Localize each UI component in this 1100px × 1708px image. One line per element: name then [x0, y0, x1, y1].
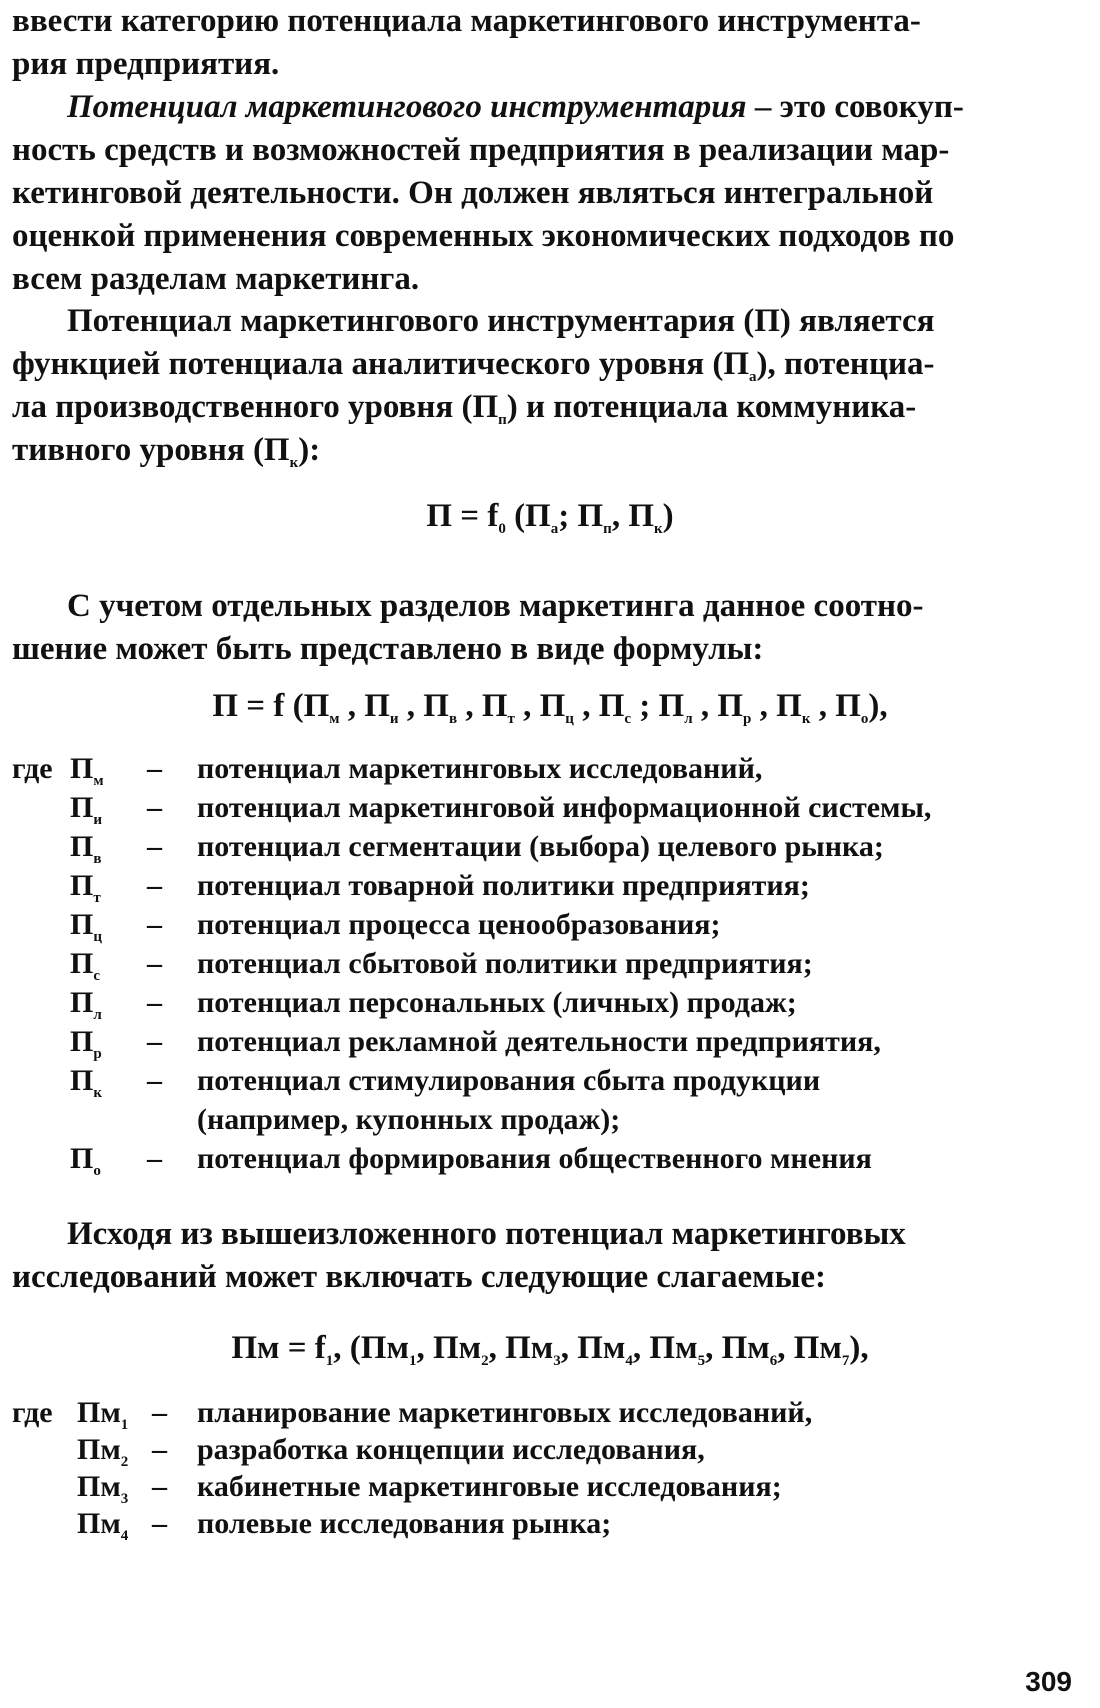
- page-number: 309: [1025, 1666, 1072, 1697]
- symbol-subscript: 1: [120, 1417, 129, 1433]
- formula-separator: ,: [488, 1330, 506, 1366]
- symbol-subscript: р: [93, 1046, 102, 1062]
- definition-row: [12, 908, 1092, 947]
- symbol-base: П: [70, 1142, 94, 1175]
- definition-text: потенциал рекламной деятельности предприятия,: [197, 1025, 881, 1058]
- formula-separator: ,: [416, 1330, 433, 1366]
- symbol-base: П: [70, 986, 94, 1019]
- formula-head: Пм = f: [231, 1330, 326, 1366]
- definition-row: [12, 752, 1092, 791]
- formula-open: , (: [333, 1330, 361, 1366]
- formula-subscript: ц: [565, 711, 574, 727]
- definition-row: [12, 1396, 1092, 1433]
- formula-separator: ,: [514, 688, 540, 724]
- text-line: Исходя из вышеизложенного потенциал маркетинговых: [67, 1216, 906, 1252]
- symbol-subscript: о: [93, 1163, 101, 1179]
- definition-dash: –: [152, 1470, 167, 1503]
- formula-subscript: 2: [481, 1353, 489, 1369]
- formula-sections: [0, 688, 1100, 725]
- symbol-subscript: 4: [120, 1528, 129, 1544]
- text-line: оценкой применения современных экономических подходов по: [12, 218, 955, 254]
- definition-symbol: [70, 1142, 101, 1179]
- symbol-subscript: т: [93, 890, 101, 906]
- definition-row: [12, 986, 1092, 1025]
- formula-term: Пм: [721, 1330, 770, 1366]
- definition-row: [12, 1433, 1092, 1470]
- definition-text: потенциал маркетинговой информационной системы,: [197, 791, 932, 824]
- formula-subscript: 7: [841, 1353, 850, 1369]
- definition-text: потенциал сегментации (выбора) целевого рынка;: [197, 830, 884, 863]
- definition-dash: –: [147, 1142, 162, 1175]
- text-line: С учетом отдельных разделов маркетинга данное соотно-: [67, 588, 924, 624]
- formula-separator: ,: [560, 1330, 578, 1366]
- formula-term: Пм: [505, 1330, 554, 1366]
- formula-subscript: 5: [697, 1353, 706, 1369]
- definition-symbol: [70, 752, 104, 789]
- paragraph-sections: [12, 585, 1072, 671]
- paragraph-intro: [12, 0, 1072, 86]
- formula-subscript: р: [743, 711, 752, 727]
- formula-separator: ,: [692, 688, 718, 724]
- text-line: функцией потенциала аналитического уровня $(П_а)$, потенциа-: [12, 346, 935, 385]
- text-line: ла производственного уровня $(П_п)$ и потенциала коммуника-: [12, 389, 917, 428]
- definition-symbol: [77, 1433, 129, 1470]
- symbol-subscript: к: [93, 1085, 102, 1101]
- text-line: тивного уровня $(П_к)$:: [12, 432, 321, 471]
- definition-text: потенциал стимулирования сбыта продукции: [197, 1064, 821, 1097]
- symbol-subscript: 3: [120, 1491, 129, 1507]
- symbol-base: П: [70, 869, 94, 902]
- symbol-subscript: в: [93, 851, 102, 867]
- symbol-subscript: с: [93, 968, 101, 984]
- symbol-base: П: [70, 1025, 94, 1058]
- symbol-base: Пм: [77, 1507, 121, 1540]
- formula-general: $П = f_0$ ($П_а$; $П_п$, $П_к$): [426, 498, 674, 537]
- symbol-subscript: и: [93, 812, 102, 828]
- definition-dash: –: [152, 1507, 167, 1540]
- definition-text: потенциал сбытовой политики предприятия;: [197, 947, 813, 980]
- formula-tail: ),: [868, 688, 888, 724]
- definition-symbol: [77, 1470, 129, 1507]
- formula-subscript: 1: [325, 1353, 334, 1369]
- definition-list-research: [12, 1396, 1092, 1544]
- definition-row: [12, 947, 1092, 986]
- symbol-base: П: [70, 1064, 94, 1097]
- formula-separator: ,: [777, 1330, 794, 1366]
- definition-row: [12, 830, 1092, 869]
- definition-row: [12, 869, 1092, 908]
- formula-term: Пм: [360, 1330, 409, 1366]
- definition-dash: –: [152, 1396, 167, 1429]
- definition-dash: –: [147, 752, 162, 785]
- defined-term: Потенциал маркетингового инструментария: [67, 89, 747, 125]
- definition-text: (например, купонных продаж);: [197, 1103, 621, 1136]
- formula-separator: ,: [457, 688, 482, 724]
- symbol-base: П: [70, 908, 94, 941]
- definition-text: потенциал товарной политики предприятия;: [197, 869, 810, 902]
- text-line: Потенциал маркетингового инструментария – это совокуп-: [67, 89, 964, 125]
- text-line: исследований может включать следующие слагаемые:: [12, 1259, 827, 1295]
- formula-separator: ,: [573, 688, 599, 724]
- formula-term: П: [423, 688, 449, 724]
- formula-separator: ;: [631, 688, 659, 724]
- definition-symbol: [70, 986, 102, 1023]
- symbol-base: П: [70, 791, 94, 824]
- text-line: рия предприятия.: [12, 46, 280, 82]
- text-line: кетинговой деятельности. Он должен являться интегральной: [12, 175, 934, 211]
- definition-dash: –: [152, 1433, 167, 1466]
- definition-dash: –: [147, 869, 162, 902]
- formula-separator: ,: [339, 688, 365, 724]
- definition-row: [12, 1507, 1092, 1544]
- formula-subscript: о: [860, 711, 869, 727]
- formula-subscript: 6: [769, 1353, 778, 1369]
- formula-tail: ),: [849, 1330, 869, 1366]
- text-line: ность средств и возможностей предприятия в реализации мар-: [12, 132, 950, 168]
- formula-separator: ,: [632, 1330, 650, 1366]
- definition-dash: –: [147, 908, 162, 941]
- formula-term: П: [717, 688, 744, 724]
- definition-prefix: где: [12, 752, 53, 785]
- definition-text: разработка концепции исследования,: [197, 1433, 705, 1466]
- symbol-base: Пм: [77, 1433, 121, 1466]
- symbol-subscript: 2: [120, 1454, 129, 1470]
- definition-dash: –: [147, 1025, 162, 1058]
- formula-term: П: [776, 688, 802, 724]
- definition-text: планирование маркетинговых исследований,: [197, 1396, 813, 1429]
- formula-subscript: 3: [553, 1353, 561, 1369]
- definition-text: потенциал процесса ценообразования;: [197, 908, 721, 941]
- symbol-base: П: [70, 752, 94, 785]
- definition-row: [12, 1470, 1092, 1507]
- definition-symbol: [70, 1064, 102, 1101]
- formula-subscript: м: [329, 711, 340, 727]
- formula-separator: ,: [398, 688, 424, 724]
- definition-symbol: [70, 947, 101, 984]
- formula-head: П = f (: [212, 688, 304, 724]
- definition-dash: –: [147, 791, 162, 824]
- formula-term: П: [364, 688, 390, 724]
- definition-text: полевые исследования рынка;: [197, 1507, 612, 1540]
- definition-list-potentials: [12, 752, 1092, 1181]
- formula-subscript: к: [801, 711, 811, 727]
- definition-dash: –: [147, 986, 162, 1019]
- formula-subscript: л: [684, 711, 693, 727]
- text-line: всем разделам маркетинга.: [12, 261, 420, 297]
- text-line: Потенциал маркетингового инструментария (П) является: [67, 303, 935, 339]
- symbol-subscript: м: [93, 773, 104, 789]
- formula-subscript: и: [389, 711, 399, 727]
- definition-symbol: [70, 908, 102, 945]
- paragraph-definition: [12, 86, 1072, 301]
- symbol-base: П: [70, 830, 94, 863]
- formula-subscript: 1: [408, 1353, 417, 1369]
- definition-row: [12, 1025, 1092, 1064]
- formula-term: П: [303, 688, 330, 724]
- definition-text: потенциал персональных (личных) продаж;: [197, 986, 797, 1019]
- symbol-base: Пм: [77, 1396, 121, 1429]
- formula-separator: ,: [751, 688, 777, 724]
- definition-dash: –: [147, 947, 162, 980]
- text-line: шение может быть представлено в виде формулы:: [12, 631, 764, 667]
- definition-symbol: [77, 1507, 129, 1544]
- definition-row: [12, 1103, 1092, 1142]
- formula-term: П: [835, 688, 861, 724]
- definition-symbol: [70, 830, 102, 867]
- formula-term: Пм: [577, 1330, 626, 1366]
- paragraph-research: [12, 1213, 1072, 1299]
- definition-symbol: [70, 869, 101, 906]
- definition-row: [12, 791, 1092, 830]
- definition-text: потенциал формирования общественного мнения: [197, 1142, 872, 1175]
- definition-symbol: [77, 1396, 129, 1433]
- definition-row: [12, 1142, 1092, 1181]
- formula-term: Пм: [649, 1330, 698, 1366]
- definition-dash: –: [147, 830, 162, 863]
- definition-symbol: [70, 791, 102, 828]
- formula-separator: ,: [705, 1330, 722, 1366]
- definition-dash: –: [147, 1064, 162, 1097]
- symbol-base: Пм: [77, 1470, 121, 1503]
- symbol-base: П: [70, 947, 94, 980]
- formula-separator: ,: [810, 688, 836, 724]
- formula-subscript: т: [507, 711, 515, 727]
- definition-prefix: где: [12, 1396, 53, 1429]
- definition-row: [12, 1064, 1092, 1103]
- formula-subscript: в: [448, 711, 458, 727]
- formula-term: Пм: [432, 1330, 482, 1366]
- paragraph-potential-function: [12, 300, 1072, 472]
- symbol-subscript: л: [93, 1007, 102, 1023]
- definition-text: потенциал маркетинговых исследований,: [197, 752, 763, 785]
- formula-term: Пм: [793, 1330, 842, 1366]
- definition-text: кабинетные маркетинговые исследования;: [197, 1470, 782, 1503]
- definition-symbol: [70, 1025, 102, 1062]
- formula-term: П: [539, 688, 566, 724]
- text-line: ввести категорию потенциала маркетингового инструмента-: [12, 3, 921, 39]
- formula-subscript: 4: [625, 1353, 633, 1369]
- formula-term: П: [658, 688, 685, 724]
- formula-research: [0, 1330, 1100, 1367]
- formula-term: П: [481, 688, 508, 724]
- formula-subscript: с: [624, 711, 632, 727]
- symbol-subscript: ц: [93, 929, 102, 945]
- formula-term: П: [598, 688, 625, 724]
